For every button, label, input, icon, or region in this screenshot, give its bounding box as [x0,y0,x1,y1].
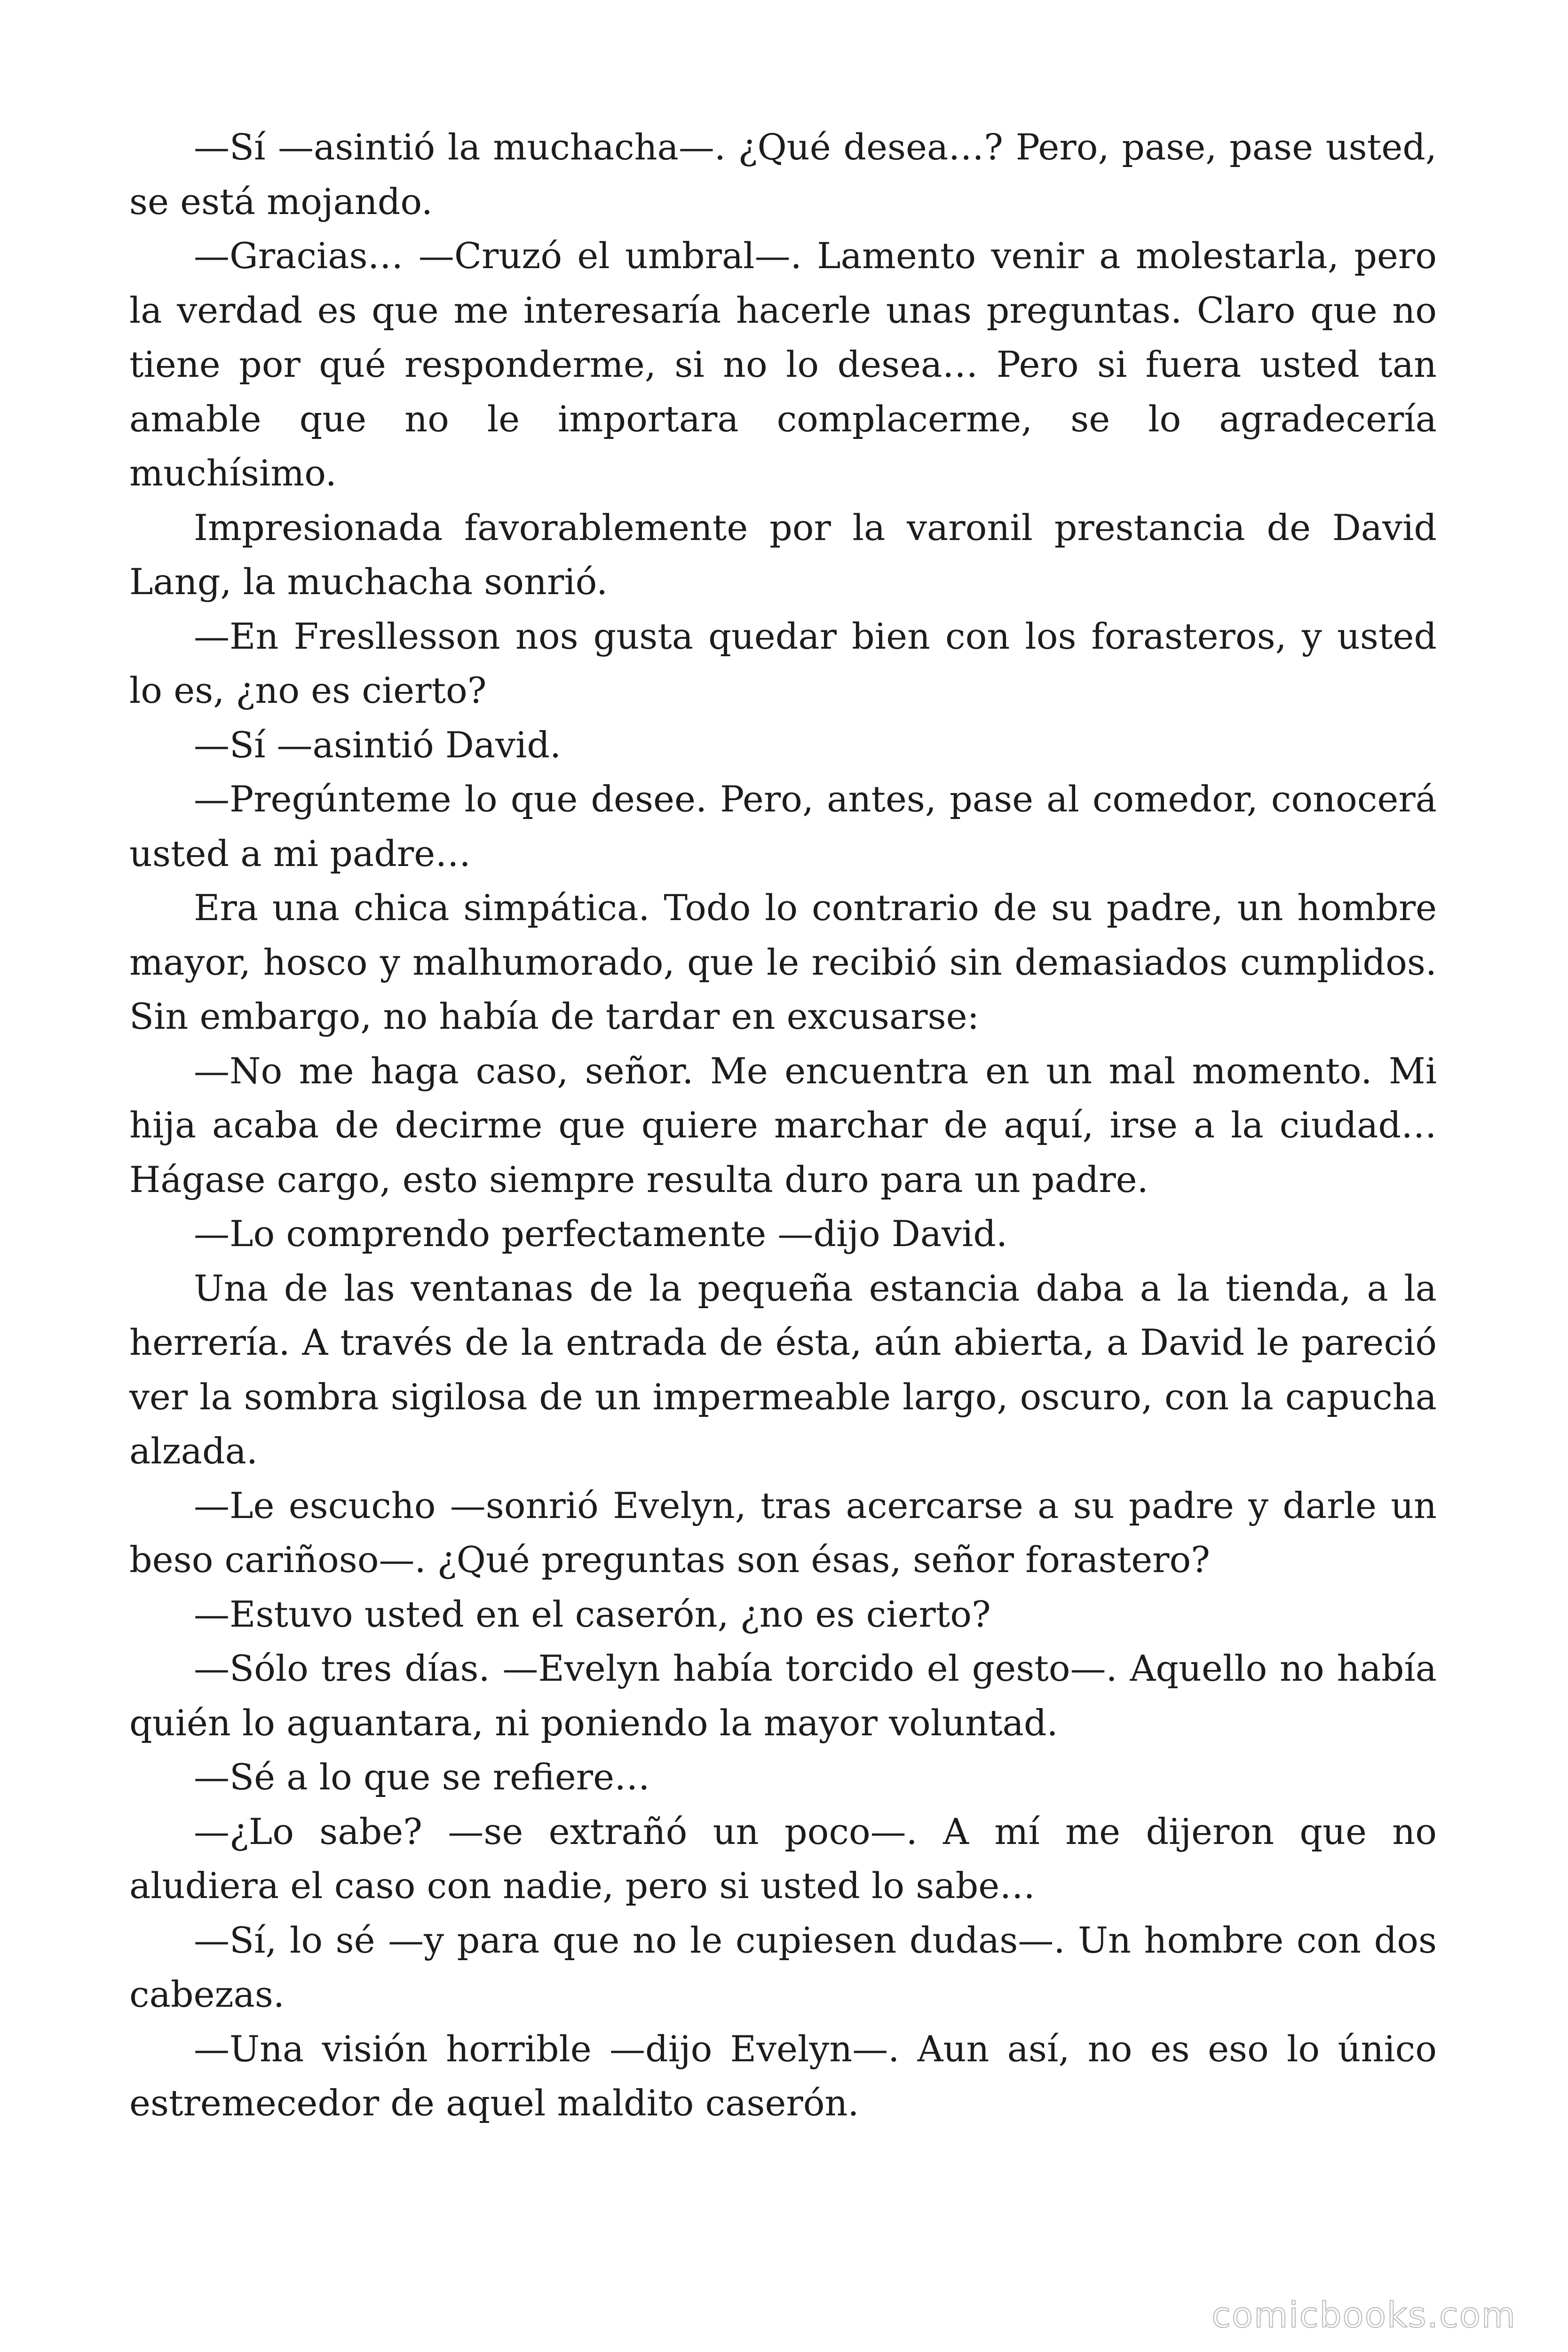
paragraph: —Sí —asintió David. [194,723,562,766]
body-text [129,120,1437,2130]
paragraph: —No me haga caso, señor. Me encuentra en un mal momento. Mi hija acaba de decirme que quiere marchar de aquí, irse a la ciudad… Hágase cargo, esto siempre resulta duro para un padre. [129,1049,1437,1200]
paragraph: —Sé a lo que se refiere… [194,1756,650,1798]
paragraph: —Estuvo usted en el caserón, ¿no es cierto? [194,1593,991,1635]
paragraph: —Lo comprendo perfectamente —dijo David. [194,1213,1008,1255]
paragraph: Impresionada favorablemente por la varonil prestancia de David Lang, la muchacha sonrió. [129,506,1437,603]
paragraph: —Gracias… —Cruzó el umbral—. Lamento venir a molestarla, pero la verdad es que me interesaría hacerle unas preguntas. Claro que no tiene por qué responderme, si no lo desea… Pero si fuera usted tan amable que no le importara complacerme, se lo agradecería muchísimo. [129,235,1437,494]
paragraph: —¿Lo sabe? —se extrañó un poco—. A mí me dijeron que no aludiera el caso con nadie, pero si usted lo sabe… [129,1810,1437,1907]
paragraph: —Sí, lo sé —y para que no le cupiesen dudas—. Un hombre con dos cabezas. [129,1919,1437,2015]
paragraph: —Sí —asintió la muchacha—. ¿Qué desea…? Pero, pase, pase usted, se está mojando. [129,126,1437,222]
paragraph: —Una visión horrible —dijo Evelyn—. Aun así, no es eso lo único estremecedor de aquel maldito caserón. [129,2027,1437,2124]
paragraph: Era una chica simpática. Todo lo contrario de su padre, un hombre mayor, hosco y malhumorado, que le recibió sin demasiados cumplidos. Sin embargo, no había de tardar en excusarse: [129,887,1437,1037]
paragraph: —En Fresllesson nos gusta quedar bien con los forasteros, y usted lo es, ¿no es cierto? [129,615,1437,711]
paragraph: —Le escucho —sonrió Evelyn, tras acercarse a su padre y darle un beso cariñoso—. ¿Qué preguntas son ésas, señor forastero? [129,1484,1437,1581]
paragraph: Una de las ventanas de la pequeña estancia daba a la tienda, a la herrería. A través de la entrada de ésta, aún abierta, a David le pareció ver la sombra sigilosa de un impermeable largo, oscuro, con la capucha alzada. [129,1267,1437,1472]
paragraph: —Sólo tres días. —Evelyn había torcido el gesto—. Aquello no había quién lo aguantara, ni poniendo la mayor voluntad. [129,1647,1437,1744]
watermark: comicbooks.com [1212,2295,1516,2336]
paragraph: —Pregúnteme lo que desee. Pero, antes, pase al comedor, conocerá usted a mi padre… [129,778,1437,874]
